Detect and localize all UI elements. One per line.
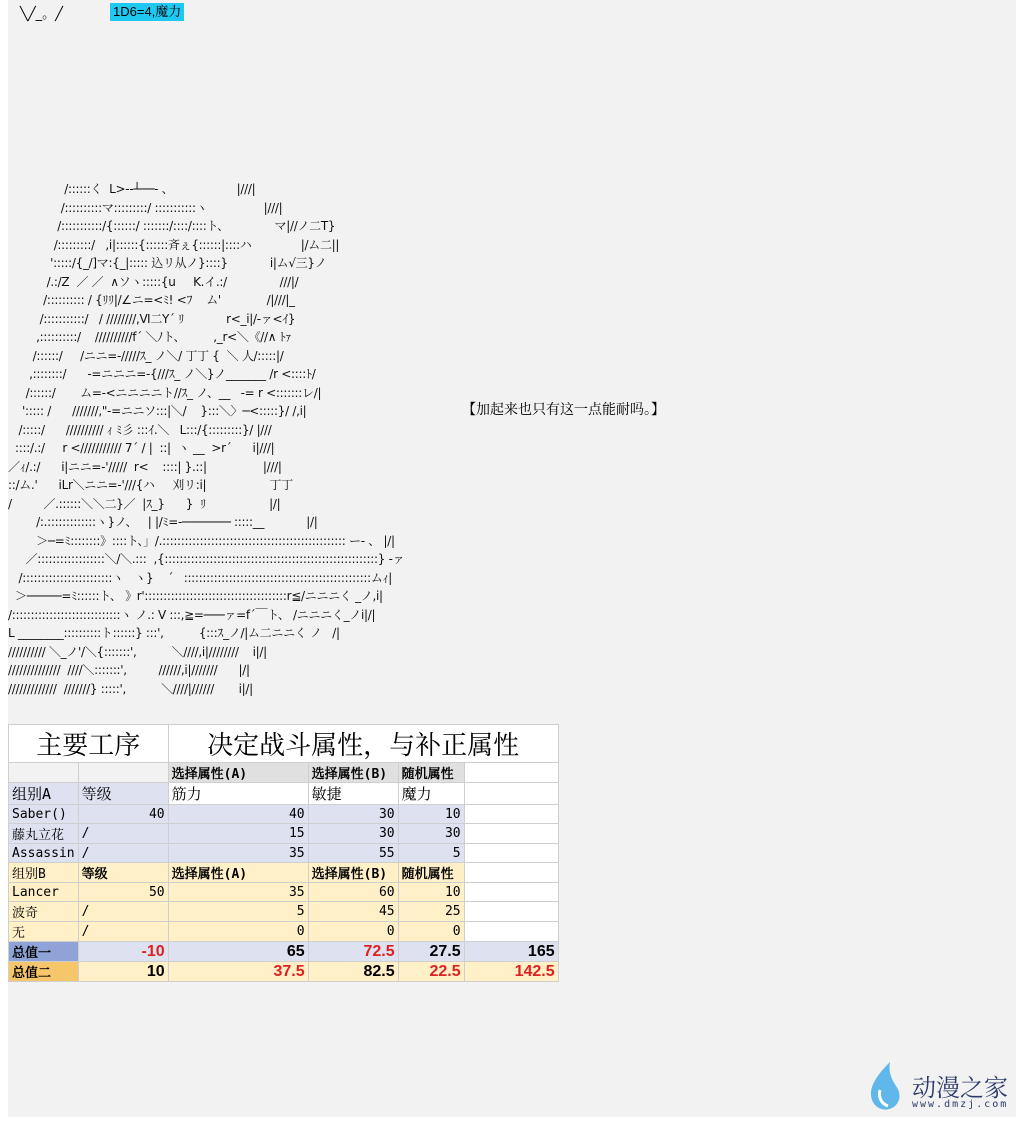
cell: 82.5: [308, 962, 398, 982]
cell: 40: [78, 805, 168, 824]
cell: 72.5: [308, 942, 398, 962]
cell: 无: [9, 922, 79, 942]
watermark-drop-icon: [866, 1060, 906, 1112]
cell: 142.5: [464, 962, 558, 982]
total-two-label: 总值二: [9, 962, 79, 982]
cell: /: [78, 824, 168, 844]
cell: 40: [168, 805, 308, 824]
cell: 波奇: [9, 902, 79, 922]
cell: 5: [168, 902, 308, 922]
cell: 35: [168, 844, 308, 863]
cell: 27.5: [398, 942, 464, 962]
cell: 10: [398, 883, 464, 902]
cell: 0: [168, 922, 308, 942]
cell: 5: [398, 844, 464, 863]
header-select-a: 选择属性(A): [168, 763, 308, 783]
cell: 60: [308, 883, 398, 902]
cell: 45: [308, 902, 398, 922]
total-one-row: [9, 942, 559, 962]
header-random: 随机属性: [398, 863, 464, 883]
cell: Saber(): [9, 805, 79, 824]
group-b-header: [9, 863, 559, 883]
cell: /: [78, 902, 168, 922]
cell: /: [78, 922, 168, 942]
table-row: [9, 883, 559, 902]
cell: -10: [78, 942, 168, 962]
total-one-label: 总值一: [9, 942, 79, 962]
dice-roll-highlight: 1D6=4,魔力: [110, 3, 184, 21]
cell: 10: [78, 962, 168, 982]
attr-strength: 筋力: [168, 783, 308, 805]
cell: 10: [398, 805, 464, 824]
group-a-header: [9, 783, 559, 805]
cell: 30: [308, 824, 398, 844]
cell: 15: [168, 824, 308, 844]
cell: 65: [168, 942, 308, 962]
table-row: [9, 902, 559, 922]
group-b-label: 组别B: [9, 863, 79, 883]
cell: 50: [78, 883, 168, 902]
group-a-label: 组别A: [9, 783, 79, 805]
attr-magic: 魔力: [398, 783, 464, 805]
table-row: [9, 922, 559, 942]
cell: Lancer: [9, 883, 79, 902]
watermark-url: www.dmzj.com: [912, 1099, 1009, 1110]
attr-agility: 敏捷: [308, 783, 398, 805]
header-select-b: 选择属性(B): [308, 863, 398, 883]
header-random: 随机属性: [398, 763, 464, 783]
header-prefix: ╲╱_。╱: [20, 7, 63, 22]
header-select-b: 选择属性(B): [308, 763, 398, 783]
table-row: [9, 805, 559, 824]
cell: Assassin: [9, 844, 79, 863]
stats-spreadsheet: [8, 724, 559, 982]
level-label: 等级: [78, 783, 168, 805]
cell: 35: [168, 883, 308, 902]
cell: 22.5: [398, 962, 464, 982]
cell: 25: [398, 902, 464, 922]
header-select-a: 选择属性(A): [168, 863, 308, 883]
total-two-row: [9, 962, 559, 982]
attribute-type-row: [9, 763, 559, 783]
table-row: [9, 824, 559, 844]
cell: 37.5: [168, 962, 308, 982]
cell: 0: [308, 922, 398, 942]
caption-text: 【加起来也只有这一点能耐吗。】: [462, 402, 665, 418]
table-row: [9, 844, 559, 863]
cell: 藤丸立花: [9, 824, 79, 844]
page: [8, 0, 1016, 1117]
watermark-name: 动漫之家: [912, 1074, 1008, 1102]
title-decide-attributes: 决定战斗属性，与补正属性: [168, 725, 558, 763]
cell: /: [78, 844, 168, 863]
cell: 30: [308, 805, 398, 824]
level-label: 等级: [78, 863, 168, 883]
sheet-title-row: [9, 725, 559, 763]
cell: 30: [398, 824, 464, 844]
cell: 0: [398, 922, 464, 942]
ascii-art: /::::::く L>--┴──- 、 |///| /::::::::::マ:::::::::/ :::::::::::ヽ |///| /:::::::::::/{::::::/ :::::::/::::/::::ト、 マ|//ノ二T} /:::::::::/ ,i|::::::{::::::斉ぇ{::::::|::::ハ |/ム二|| ':::::/{_/]マ:{_|::::: 込リ从ノ}::::} i|ム√三}ノ /.:/Z ／ ／ ∧ソヽ:::::{u K.イ.:/ ///|/ /:::::::::: / {ﾘﾘ|/∠ニ=<ﾐ! <ﾌ ム' /|///|_ /:::::::::::/ / ////////,Ⅵ二Y´ ﾘ r<_i|/-ァ<ｲ} ,::::::::::/ //////////f´ ＼ﾉト、 ,_r<＼《//∧ ﾄｧ /::::::/ /ニニ=-/////ｽ_ ノ＼/ 丁丁 { ＼ 人/:::::|/ ,::::::::/ -=ニニニ=-{///ｽ_ ノ＼}ノ_______ /r <::::ﾄ/ /::::::/ ム=-<ニニニニト//ｽ_ ノ、__ -= r <:::::::レ/| '::::: / ///////,"-=ニニソ:::|＼/ }:::＼〉─<:::::}/ /,i| /:::::/ ////////// ｨ ﾐ彡 :::ｲ.＼ L:::/{:::::::::}/ |/// ::::/.:/ r </////////// 7´ / | ::| ヽ __ >r´ i|///| ／ｨ/.:/ i|ニニ=-'///// r< ::::| }.::| |///| ::/ム.' iLr＼ニニ=-'///{ハ 刈リ:i| 丁丁 / ／.::::::＼＼二}／ |ｽ_} } ﾘ |/| /:.:::::::::::::ヽ}ノ、 | |/ﾐ=-─────── :::::__ |/| ＞─=ﾐ::::::::》::::ト、」/.::::::::::::::::::::::::::::::::::::::::::::::::: ー- 、 |/| ／::::::::::::::::::＼/＼.::: ,{:::::::::::::::::::::::::::::::::::::::::::::::::::::::::} -ァ /::::::::::::::::::::::::ヽ ヽ} ´ ::::::::::::::::::::::::::::::::::::::::::::::::::ムｨ| ＞─────=ﾐ::::::ト、 》r'::::::::::::::::::::::::::::::::::::::r≦/ニニニく _ノ,i| /:::::::::::::::::::::::::::::ヽ ノ.: Ⅴ :::,≧=───ァ=f´￣ト、 /ニニニく_ノi|/| L ________::::::::::ト::::::} :::', {:::ｽ_ノ/|ム二ニニく ノ /| ////////// ＼_ノ'/＼{:::::::', ＼////,i|//////// i|/| ////////////// ////＼:::::::', //////,i|/////// |/| ///////////// ///////} :::::', ＼////|////// i|/|: [8, 182, 405, 696]
title-main-process: 主要工序: [9, 725, 169, 763]
cell: 55: [308, 844, 398, 863]
cell: 165: [464, 942, 558, 962]
